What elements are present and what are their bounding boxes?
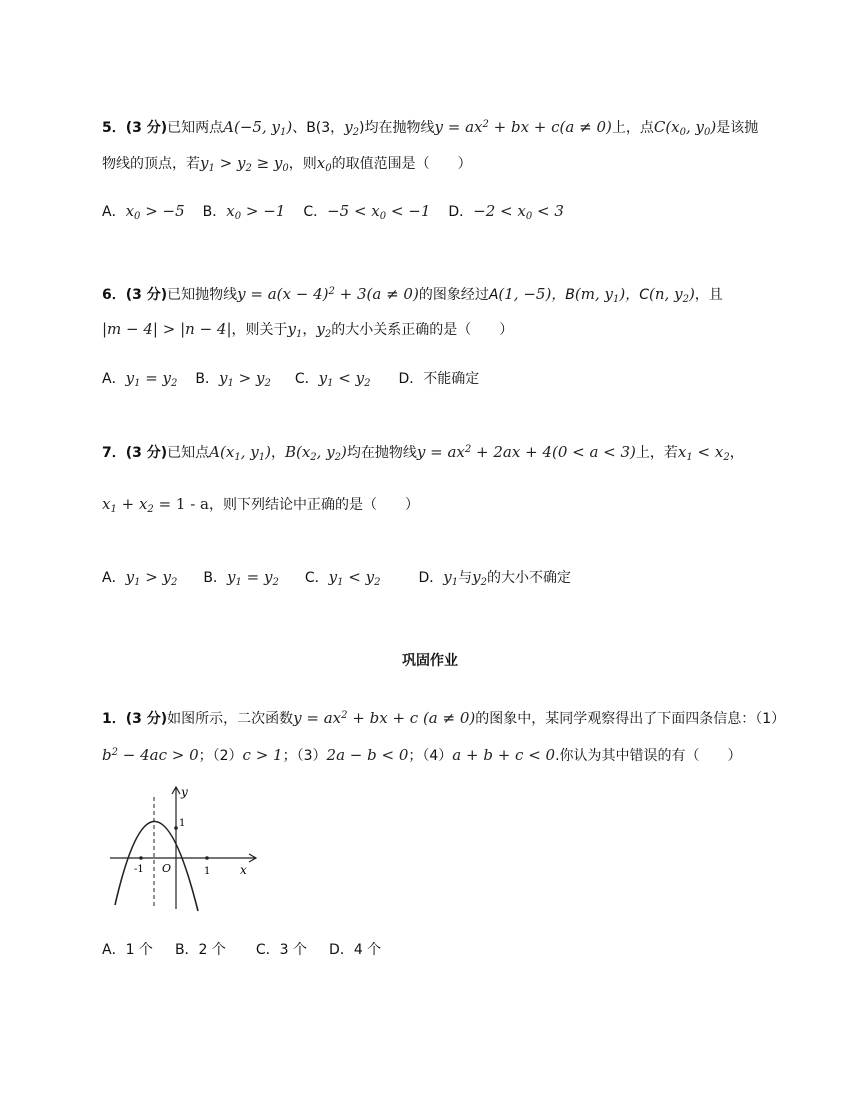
- q6-options: [102, 368, 479, 394]
- hw1-line1: 1．(3 分)如图所示，二次函数$y = ax^2$ + bx + c (a ≠ 0)的图象中，某同学观察得出了下面四条信息：（1）: [102, 709, 786, 727]
- x-label: x: [240, 863, 247, 877]
- q5-number: 5．(3 分): [102, 120, 168, 136]
- q7-number: 7．(3 分): [102, 445, 168, 461]
- tick-y-one: [174, 826, 178, 830]
- q5-option-b: B．$x_0 > -1$: [202, 202, 286, 222]
- q5-option-d: D．$-2 < x_0 < 3$: [448, 202, 564, 222]
- origin-label: O: [162, 862, 172, 875]
- q5-options: [102, 201, 564, 227]
- q7-option-a: A．$y_1 > y_2$: [102, 568, 178, 588]
- section-title: 巩固作业: [402, 653, 458, 669]
- math-vertex: $C(x_0$, $y_0$): [653, 118, 717, 138]
- q7-option-d: D．$y_1$与$y_2$的大小不确定: [418, 568, 571, 588]
- q7-line2: $x_1 + x_2 = 1 - a$，则下列结论中正确的是（ ）: [102, 495, 419, 515]
- math-point-a: A(−5, $y_1$): [223, 118, 293, 138]
- q5-text: 已知两点: [167, 120, 224, 136]
- hw1-line2: $b^2 - 4ac > 0$；（2）c > 1；（3）2a − b < 0；（4）a + b + c < 0.你认为其中错误的有（ ）: [102, 746, 742, 764]
- parabola-curve: [115, 821, 198, 911]
- math-parabola: $y = ax^2$ + bx + c(a ≠ 0): [434, 118, 612, 136]
- q6-option-a: A．$y_1 = y_2$: [102, 369, 178, 389]
- q5-line2: 物线的顶点，若$y_1 > y_2 \ge y_0$，则$x_0$的取值范围是（ ）: [102, 154, 472, 174]
- q5-line1: 5．(3 分)已知两点A(−5, $y_1$)、B(3，$y_2$)均在抛物线$y = ax^2$ + bx + c(a ≠ 0)上，点$C(x_0$, $y_0$)是该抛: [102, 118, 759, 138]
- hw1-option-a: A．1 个: [102, 942, 153, 958]
- hw1-option-d: D．4 个: [329, 942, 382, 958]
- parabola-graph: [106, 783, 262, 913]
- tick-neg-one: [139, 856, 143, 860]
- q6-number: 6．(3 分): [102, 287, 168, 303]
- q7-options: [102, 567, 571, 593]
- q7-option-c: C．$y_1 < y_2$: [304, 568, 381, 588]
- q6-line1: 6．(3 分)已知抛物线$y = a(x - 4)^2 + 3(a \ne 0)$的图象经过A(1, −5)，B(m, $y_1$)，C(n, $y_2$)，且: [102, 285, 723, 305]
- hw1-options: [102, 940, 381, 960]
- q5-option-c: C．$-5 < x_0 < -1$: [303, 202, 431, 222]
- y-label: y: [181, 785, 188, 799]
- q6-option-b: B．$y_1 > y_2$: [195, 369, 271, 389]
- y-one-label: 1: [179, 818, 186, 829]
- q6-line2: |m − 4| > |n − 4|，则关于$y_1$，$y_2$的大小关系正确的是（ ）: [102, 320, 514, 340]
- math-condition: $y_1 > y_2 \ge y_0$: [200, 154, 289, 174]
- q5-option-a: A．$x_0 > -5$: [102, 202, 185, 222]
- tick-one: [205, 856, 209, 860]
- math-abs-condition: |m − 4| > |n − 4|: [102, 320, 232, 338]
- q6-option-c: C．$y_1 < y_2$: [294, 369, 371, 389]
- neg-one-label: -1: [134, 864, 144, 875]
- q7-line1: 7．(3 分)已知点$A(x_1$, $y_1$)，$B(x_2$, $y_2$)均在抛物线$y = ax^2 + 2ax + 4(0 < a < 3)$上，若$x_1 < x_2$，: [102, 443, 744, 463]
- hw1-option-b: B．2 个: [174, 942, 226, 958]
- x-one-label: 1: [204, 866, 211, 877]
- hw1-option-c: C．3 个: [255, 942, 308, 958]
- math-sum-condition: $x_1 + x_2 = 1 - a$: [102, 495, 209, 515]
- math-parabola-vertex-form: $y = a(x - 4)^2 + 3(a \ne 0)$: [237, 285, 419, 303]
- hw1-number: 1．(3 分): [102, 711, 168, 727]
- q7-option-b: B．$y_1 = y_2$: [203, 568, 279, 588]
- q6-option-d: D．不能确定: [398, 371, 480, 387]
- math-parabola-q7: $y = ax^2 + 2ax + 4(0 < a < 3)$: [416, 443, 636, 461]
